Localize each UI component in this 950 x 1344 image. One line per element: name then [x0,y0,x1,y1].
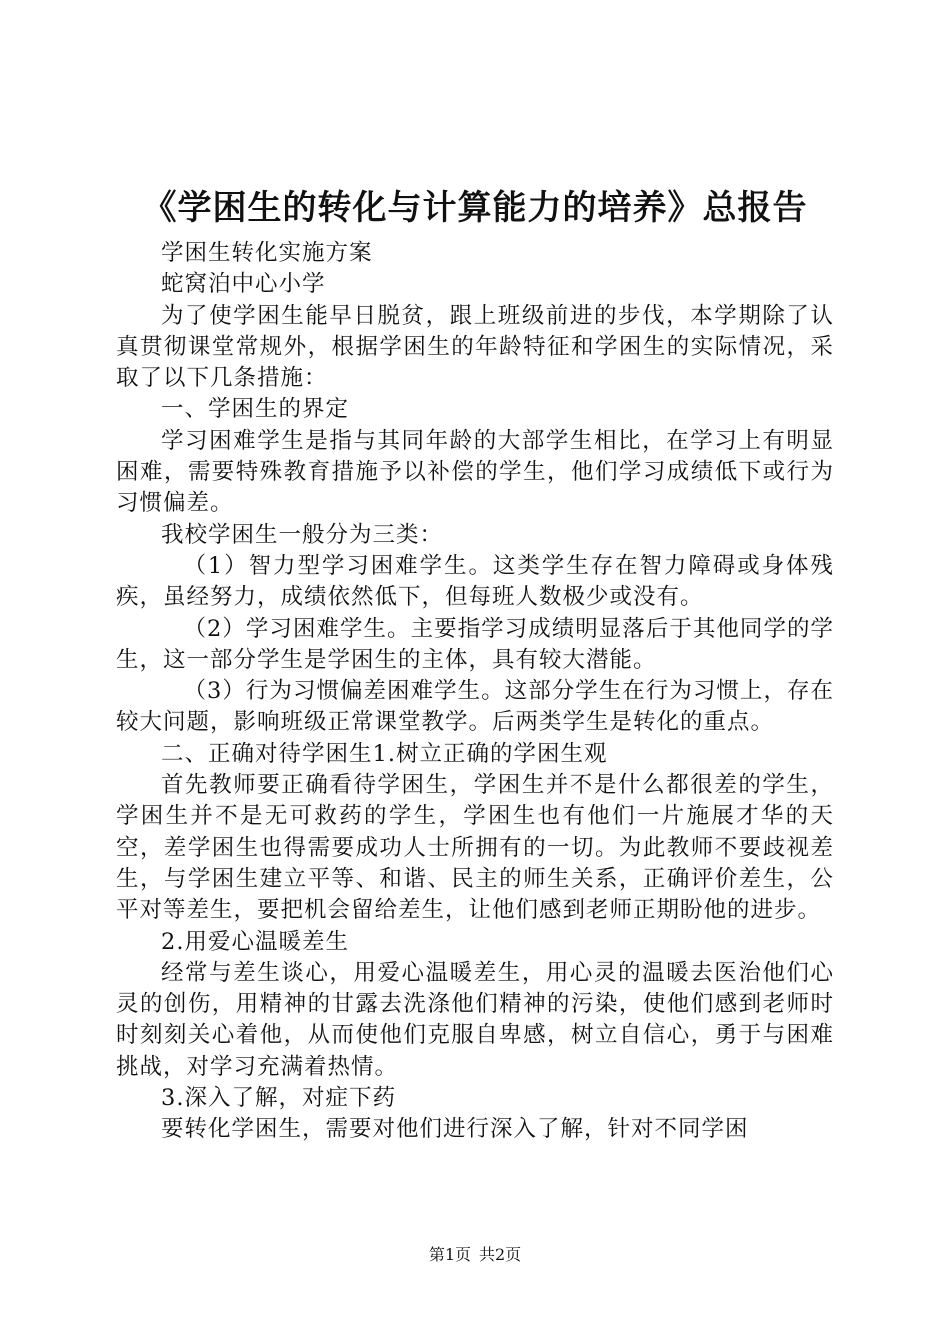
section-heading-definition: 一、学困生的界定 [161,396,350,423]
paragraph-intro: 为了使学困生能早日脱贫，跟上班级前进的步伐，本学期除了认真贯彻课堂常规外，根据学困生的年龄特征和学困生的实际情况，采取了以下几条措施： [116,302,834,392]
paragraph-category-3: （3）行为习惯偏差困难学生。这部分学生在行为习惯上，存在较大问题，影响班级正常课堂教学。后两类学生是转化的重点。 [116,678,834,736]
page-footer [0,1244,950,1266]
subheading-love: 2.用爱心温暖差生 [161,928,349,955]
paragraph-subtitle: 学困生转化实施方案 [161,240,373,266]
paragraph-understand: 要转化学困生，需要对他们进行深入了解，针对不同学困 [161,1116,749,1143]
paragraph-category-1: （1）智力型学习困难学生。这类学生存在智力障碍或身体残疾，虽经努力，成绩依然低下，但每班人数极少或没有。 [116,552,834,611]
paragraph-definition: 学习困难学生是指与其同年龄的大部学生相比，在学习上有明显困难，需要特殊教育措施予以补偿的学生，他们学习成绩低下或行为习惯偏差。 [116,427,834,517]
document-body [116,238,834,1146]
document-title: 《学困生的转化与计算能力的培养》总报告 [142,188,808,228]
page-total: 共2页 [479,1245,522,1264]
paragraph-category-2: （2）学习困难学生。主要指学习成绩明显落后于其他同学的学生，这一部分学生是学困生的主体，具有较大潜能。 [116,615,834,673]
paragraph-love: 经常与差生谈心，用爱心温暖差生，用心灵的温暖去医治他们心灵的创伤，用精神的甘露去洗涤他们精神的污染，使他们感到老师时时刻刻关心着他，从而使他们克服自卑感，树立自信心，勇于与困难挑战，对学习充满着热情。 [116,959,834,1080]
subheading-understand: 3.深入了解，对症下药 [161,1085,396,1112]
section-heading-attitude: 二、正确对待学困生1.树立正确的学困生观 [161,740,608,767]
paragraph-attitude: 首先教师要正确看待学困生，学困生并不是什么都很差的学生，学困生并不是无可救药的学生，学困生也有他们一片施展才华的天空，差学困生也得需要成功人士所拥有的一切。为此教师不要歧视差生，与学困生建立平等、和谐、民主的师生关系，正确评价差生，公平对等差生，要把机会留给差生，让他们感到老师正期盼他的进步。 [116,772,834,924]
paragraph-categories: 我校学困生一般分为三类： [161,521,444,548]
page-number: 第1页 [428,1245,471,1264]
paragraph-school: 蛇窝泊中心小学 [161,271,326,298]
